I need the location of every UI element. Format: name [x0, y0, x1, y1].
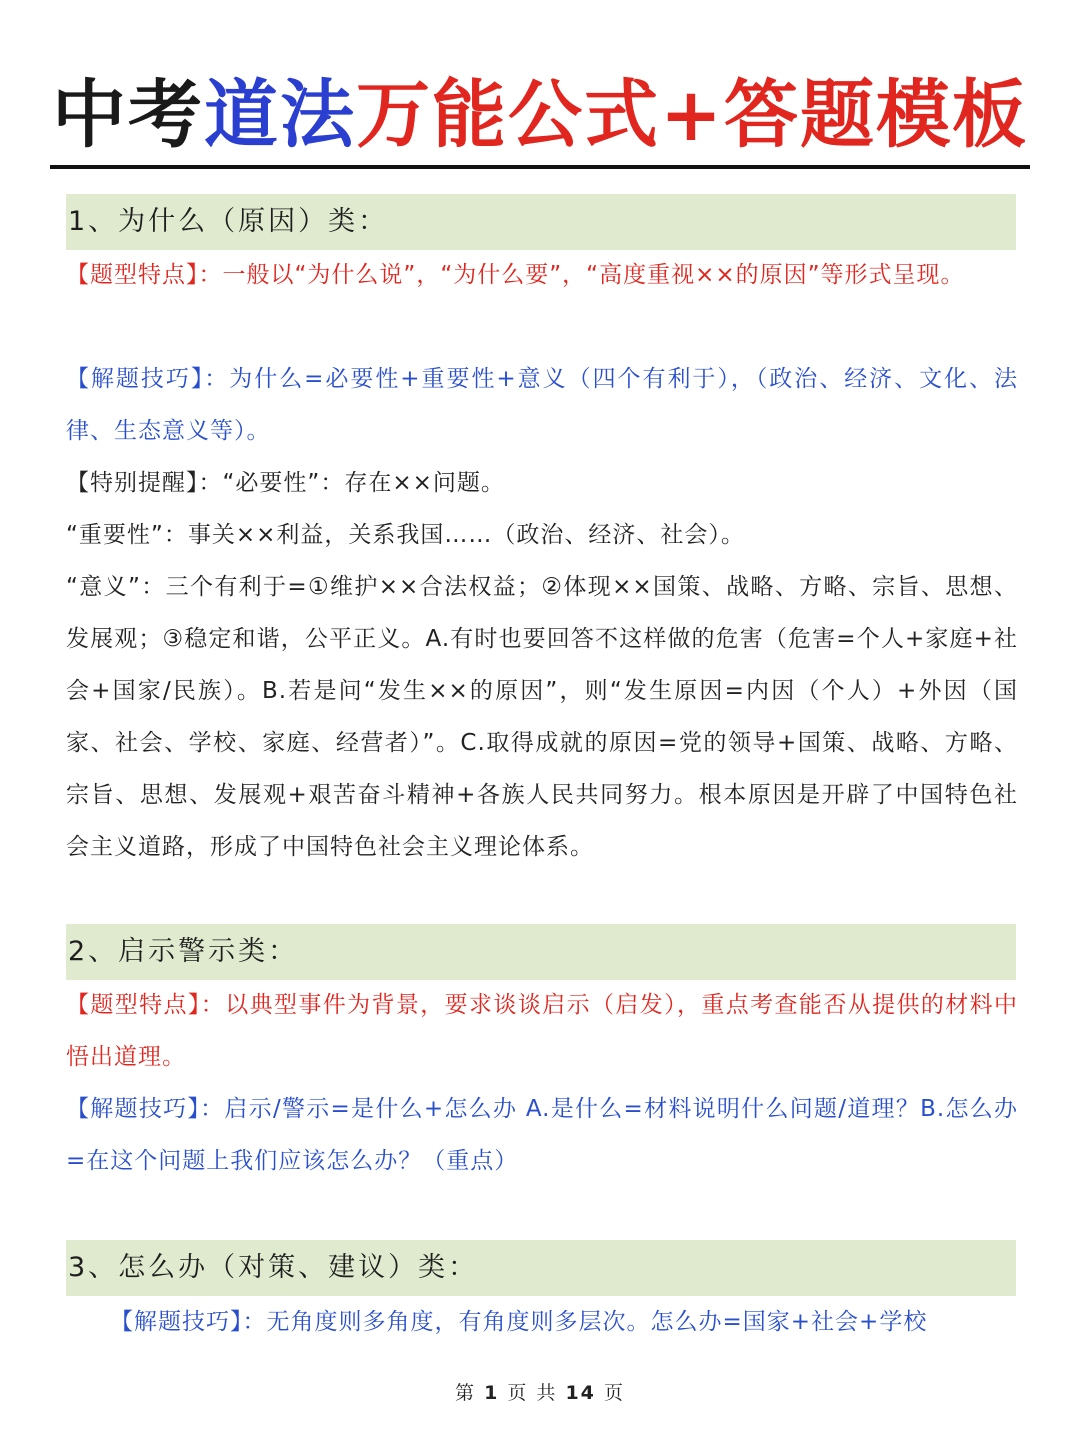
section-1-reminder-text: “必要性”：存在××问题。	[222, 470, 505, 496]
page-title	[0, 70, 1080, 160]
footer-current-page: 1	[484, 1382, 500, 1404]
section-2-heading: 2、启示警示类：	[66, 924, 1016, 980]
footer-total-pages: 14	[565, 1382, 596, 1404]
section-2-feature	[66, 979, 1018, 1083]
footer-suffix: 页	[603, 1382, 625, 1404]
section-1-feature	[66, 249, 1018, 301]
page-footer	[0, 1378, 1080, 1405]
section-1-feature-label: 【题型特点】：	[66, 262, 223, 288]
section-1-heading: 1、为什么（原因）类：	[66, 194, 1016, 250]
section-2-tips	[66, 1083, 1018, 1187]
section-1-reminder-label: 【特别提醒】：	[66, 470, 223, 496]
section-1-tips	[66, 353, 1018, 457]
footer-middle: 页 共	[507, 1382, 558, 1404]
section-1-reminder	[66, 457, 1018, 509]
section-2-tips-label: 【解题技巧】：	[66, 1096, 225, 1122]
section-3-heading: 3、怎么办（对策、建议）类：	[66, 1240, 1016, 1296]
section-3-tips-label: 【解题技巧】：	[110, 1309, 267, 1335]
section-2-feature-label: 【题型特点】：	[66, 992, 226, 1018]
section-2-tips-text: 启示/警示=是什么+怎么办 A.是什么=材料说明什么问题/道理？B.怎么办=在这个问题上我们应该怎么办？（重点）	[66, 1096, 1018, 1174]
section-3-tips-text: 无角度则多角度，有角度则多层次。怎么办=国家+社会+学校	[266, 1309, 928, 1335]
section-1-meaning: “意义”：三个有利于=①维护××合法权益；②体现××国策、战略、方略、宗旨、思想、发展观；③稳定和谐，公平正义。A.有时也要回答不这样做的危害（危害=个人+家庭+社会+国家/民族）。B.若是问“发生××的原因”，则“发生原因=内因（个人）+外因（国家、社会、学校、家庭、经营者）”。C.取得成就的原因=党的领导+国策、战略、方略、宗旨、思想、发展观+艰苦奋斗精神+各族人民共同努力。根本原因是开辟了中国特色社会主义道路，形成了中国特色社会主义理论体系。	[66, 574, 1018, 860]
section-1-importance: “重要性”：事关××利益，关系我国……（政治、经济、社会）。	[66, 522, 745, 548]
section-1-tips-text: 为什么=必要性+重要性+意义（四个有利于），（政治、经济、文化、法律、生态意义等）。	[66, 366, 1018, 444]
title-part-3: 万能公式+答题模板	[355, 72, 1028, 158]
section-3-tips	[110, 1296, 1018, 1348]
section-1-feature-text: 一般以“为什么说”，“为什么要”，“高度重视××的原因”等形式呈现。	[222, 262, 965, 288]
title-part-2: 道法	[203, 72, 356, 158]
title-part-1: 中考	[51, 72, 204, 158]
section-2-feature-text: 以典型事件为背景，要求谈谈启示（启发），重点考查能否从提供的材料中悟出道理。	[66, 992, 1019, 1070]
footer-prefix: 第	[455, 1382, 477, 1404]
section-1-tips-label: 【解题技巧】：	[66, 366, 230, 392]
title-divider	[50, 165, 1030, 169]
